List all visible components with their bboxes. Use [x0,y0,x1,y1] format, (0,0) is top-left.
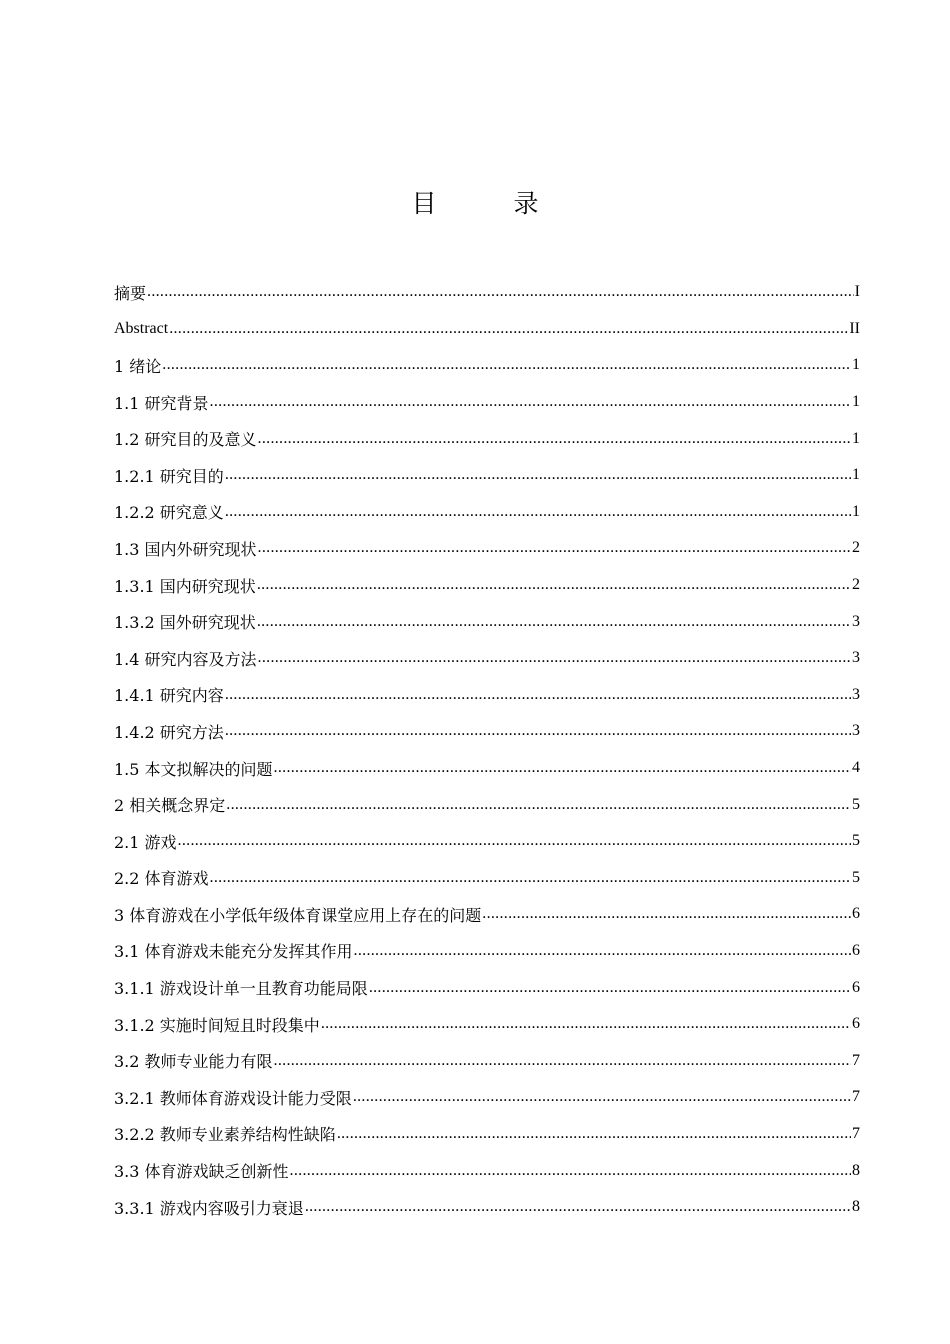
toc-entry-page: 3 [852,649,860,667]
toc-entry-page: 3 [852,685,860,703]
toc-entry[interactable] [114,969,860,1006]
toc-entry[interactable] [114,1116,860,1153]
toc-leader-dots [257,576,851,594]
toc-leader-dots [210,869,851,887]
toc-entry-page: 5 [852,832,860,850]
toc-leader-dots [258,430,851,448]
toc-entry-page: 3 [852,612,860,630]
toc-entry[interactable] [114,1189,860,1226]
toc-entry-label: 1.3.1 国内研究现状 [114,576,256,596]
toc-entry-page: 1 [852,466,860,484]
toc-entry-label: 3.1.2 实施时间短且时段集中 [114,1015,320,1035]
toc-entry[interactable] [114,603,860,640]
toc-leader-dots [225,466,851,484]
toc-entry[interactable] [114,750,860,787]
toc-entry-page: 2 [852,576,860,594]
toc-entry-label: 1 绪论 [114,356,162,376]
toc-entry-page: 1 [852,356,860,374]
toc-entry-label: 1.4 研究内容及方法 [114,649,257,669]
toc-entry-label: 1.2 研究目的及意义 [114,430,257,450]
toc-entry-page: 7 [852,1088,860,1106]
toc-entry[interactable] [114,1042,860,1079]
toc-entry-label: 1.5 本文拟解决的问题 [114,759,273,779]
toc-entry-label: 2.2 体育游戏 [114,869,209,889]
toc-entry-label: 摘要 [114,283,147,303]
toc-leader-dots [225,686,851,704]
toc-leader-dots [210,393,851,411]
toc-entry-page: 5 [852,795,860,813]
toc-entry-page: 1 [852,393,860,411]
toc-entry-label: 3.2.1 教师体育游戏设计能力受限 [114,1088,352,1108]
toc-leader-dots [257,613,851,631]
toc-leader-dots [354,942,851,960]
toc-entry-label: 3.2.2 教师专业素养结构性缺陷 [114,1125,336,1145]
toc-entry[interactable] [114,860,860,897]
toc-entry[interactable] [114,384,860,421]
toc-entry-label: 2.1 游戏 [114,832,177,852]
toc-leader-dots [162,356,851,374]
toc-entry-page: 5 [852,868,860,886]
toc-leader-dots [169,320,848,338]
toc-entry-label: 3.1 体育游戏未能充分发挥其作用 [114,942,353,962]
toc-entry-page: 6 [852,941,860,959]
toc-entry[interactable] [114,457,860,494]
toc-entry-label: 1.2.1 研究目的 [114,466,224,486]
toc-entry[interactable] [114,713,860,750]
toc-leader-dots [482,905,851,923]
toc-entry-page: I [854,283,860,301]
table-of-contents [114,274,860,1225]
toc-entry-page: 6 [852,905,860,923]
toc-entry[interactable] [114,640,860,677]
toc-entry[interactable] [114,896,860,933]
toc-entry[interactable] [114,823,860,860]
toc-entry[interactable] [114,530,860,567]
toc-entry-page: II [849,319,860,337]
toc-entry-label: 1.2.2 研究意义 [114,503,224,523]
toc-entry-label: 3.2 教师专业能力有限 [114,1052,273,1072]
toc-entry-page: 2 [852,539,860,557]
toc-entry-label: 3.3.1 游戏内容吸引力衰退 [114,1198,304,1218]
toc-entry-label: 1.4.2 研究方法 [114,722,224,742]
toc-leader-dots [178,832,851,850]
toc-leader-dots [274,1052,851,1070]
toc-entry[interactable] [114,677,860,714]
toc-entry-page: 1 [852,429,860,447]
toc-entry[interactable] [114,933,860,970]
toc-leader-dots [274,759,851,777]
toc-leader-dots [369,979,851,997]
toc-leader-dots [337,1125,851,1143]
toc-leader-dots [225,503,851,521]
toc-entry-page: 8 [852,1198,860,1216]
toc-entry-label: Abstract [114,319,169,337]
toc-entry[interactable] [114,347,860,384]
toc-entry-label: 3.1.1 游戏设计单一且教育功能局限 [114,979,368,999]
toc-entry-label: 1.3 国内外研究现状 [114,539,257,559]
toc-leader-dots [258,649,851,667]
toc-entry-label: 1.1 研究背景 [114,393,209,413]
toc-leader-dots [353,1088,851,1106]
toc-leader-dots [226,796,851,814]
toc-entry-page: 6 [852,978,860,996]
toc-entry[interactable] [114,494,860,531]
toc-entry-page: 7 [852,1051,860,1069]
toc-entry-label: 1.3.2 国外研究现状 [114,613,256,633]
toc-entry[interactable] [114,274,860,311]
toc-entry[interactable] [114,1079,860,1116]
toc-entry-page: 6 [852,1015,860,1033]
toc-entry[interactable] [114,1152,860,1189]
toc-leader-dots [225,722,851,740]
toc-leader-dots [305,1198,851,1216]
toc-entry[interactable] [114,786,860,823]
toc-leader-dots [290,1162,851,1180]
toc-entry[interactable] [114,1006,860,1043]
toc-entry-label: 3.3 体育游戏缺乏创新性 [114,1162,289,1182]
toc-entry[interactable] [114,311,860,348]
toc-entry-page: 3 [852,722,860,740]
toc-entry-page: 7 [852,1124,860,1142]
toc-entry-label: 3 体育游戏在小学低年级体育课堂应用上存在的问题 [114,905,482,925]
toc-entry[interactable] [114,567,860,604]
toc-entry-page: 4 [852,759,860,777]
toc-entry-label: 1.4.1 研究内容 [114,686,224,706]
toc-entry-page: 8 [852,1161,860,1179]
toc-leader-dots [258,539,851,557]
toc-leader-dots [147,283,854,301]
toc-entry-label: 2 相关概念界定 [114,796,226,816]
toc-entry[interactable] [114,420,860,457]
toc-entry-page: 1 [852,502,860,520]
page-title: 目 录 [411,189,565,218]
toc-leader-dots [321,1015,851,1033]
